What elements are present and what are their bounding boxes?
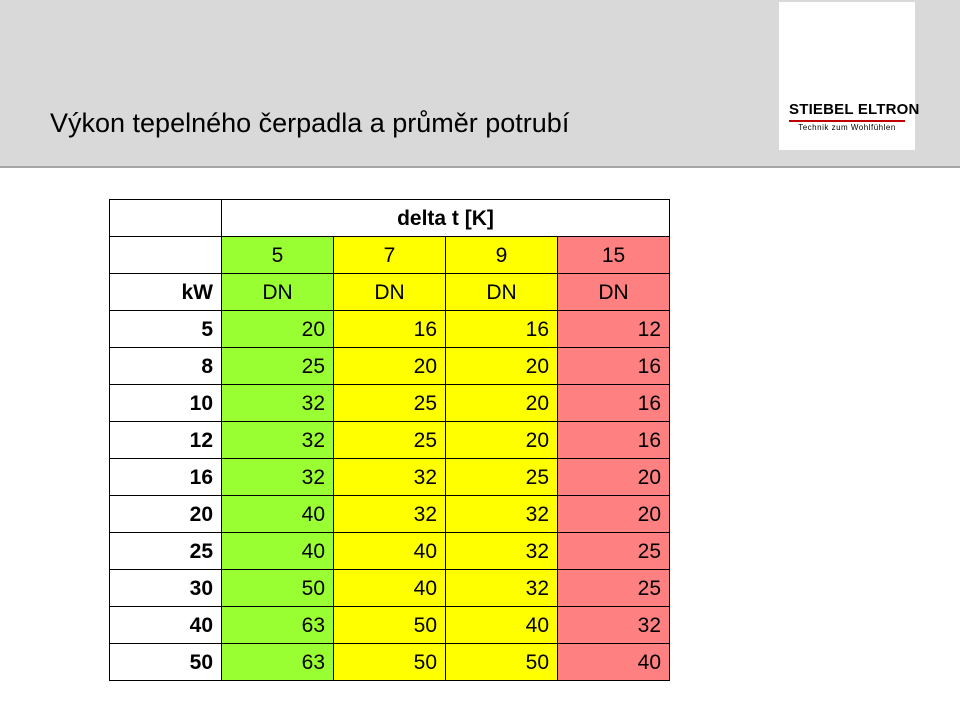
delta-value-cell: 9: [446, 237, 558, 274]
table-row: [110, 644, 670, 681]
kw-value-cell: 16: [110, 459, 222, 496]
dn-value-cell: 50: [446, 644, 558, 681]
logo-underline: [789, 120, 905, 122]
dn-value-cell: 40: [446, 607, 558, 644]
header-band: [0, 0, 960, 168]
kw-value-cell: 5: [110, 311, 222, 348]
logo-brand-text: STIEBEL ELTRON: [789, 101, 920, 118]
table-row: [110, 496, 670, 533]
dn-value-cell: 50: [334, 607, 446, 644]
kw-value-cell: 25: [110, 533, 222, 570]
delta-value-cell: 5: [222, 237, 334, 274]
dn-value-cell: 25: [222, 348, 334, 385]
delta-values-row: [110, 237, 670, 274]
kw-value-cell: 30: [110, 570, 222, 607]
dn-value-cell: 16: [558, 385, 670, 422]
dn-value-cell: 40: [334, 570, 446, 607]
kw-value-cell: 12: [110, 422, 222, 459]
corner-cell: [110, 200, 222, 237]
pipe-diameter-table: [109, 199, 670, 681]
table-row: [110, 422, 670, 459]
table-row: [110, 459, 670, 496]
kw-header-cell: kW: [110, 274, 222, 311]
dn-value-cell: 32: [222, 459, 334, 496]
company-logo: [779, 2, 920, 150]
dn-value-cell: 32: [558, 607, 670, 644]
dn-value-cell: 20: [334, 348, 446, 385]
kw-value-cell: 10: [110, 385, 222, 422]
dn-value-cell: 32: [222, 422, 334, 459]
group-header-row: [110, 200, 670, 237]
dn-unit-cell: DN: [558, 274, 670, 311]
dn-value-cell: 40: [222, 496, 334, 533]
kw-value-cell: 20: [110, 496, 222, 533]
dn-value-cell: 40: [222, 533, 334, 570]
dn-value-cell: 25: [334, 422, 446, 459]
dn-value-cell: 63: [222, 644, 334, 681]
dn-value-cell: 50: [334, 644, 446, 681]
dn-value-cell: 32: [446, 496, 558, 533]
slide-title: Výkon tepelného čerpadla a průměr potrubí: [50, 108, 570, 138]
corner-cell: [110, 237, 222, 274]
dn-value-cell: 50: [222, 570, 334, 607]
dn-value-cell: 20: [446, 422, 558, 459]
dn-value-cell: 32: [446, 533, 558, 570]
dn-value-cell: 32: [334, 496, 446, 533]
kw-value-cell: 50: [110, 644, 222, 681]
unit-row: [110, 274, 670, 311]
dn-unit-cell: DN: [222, 274, 334, 311]
dn-value-cell: 16: [558, 422, 670, 459]
dn-value-cell: 16: [334, 311, 446, 348]
kw-value-cell: 40: [110, 607, 222, 644]
dn-value-cell: 32: [446, 570, 558, 607]
dn-value-cell: 63: [222, 607, 334, 644]
table-row: [110, 607, 670, 644]
dn-unit-cell: DN: [446, 274, 558, 311]
delta-t-header: delta t [K]: [222, 200, 670, 237]
delta-value-cell: 7: [334, 237, 446, 274]
dn-value-cell: 20: [446, 348, 558, 385]
dn-value-cell: 12: [558, 311, 670, 348]
logo-tagline: Technik zum Wohlfühlen: [798, 123, 896, 132]
dn-value-cell: 25: [446, 459, 558, 496]
dn-value-cell: 20: [558, 496, 670, 533]
table-row: [110, 348, 670, 385]
dn-value-cell: 16: [558, 348, 670, 385]
dn-unit-cell: DN: [334, 274, 446, 311]
kw-value-cell: 8: [110, 348, 222, 385]
table-row: [110, 385, 670, 422]
table-row: [110, 533, 670, 570]
delta-value-cell: 15: [558, 237, 670, 274]
table-row: [110, 570, 670, 607]
dn-value-cell: 20: [222, 311, 334, 348]
dn-value-cell: 40: [558, 644, 670, 681]
dn-value-cell: 16: [446, 311, 558, 348]
dn-value-cell: 40: [334, 533, 446, 570]
dn-value-cell: 32: [222, 385, 334, 422]
dn-value-cell: 25: [558, 570, 670, 607]
table-row: [110, 311, 670, 348]
dn-value-cell: 20: [446, 385, 558, 422]
dn-value-cell: 20: [558, 459, 670, 496]
dn-value-cell: 25: [334, 385, 446, 422]
dn-value-cell: 25: [558, 533, 670, 570]
dn-value-cell: 32: [334, 459, 446, 496]
